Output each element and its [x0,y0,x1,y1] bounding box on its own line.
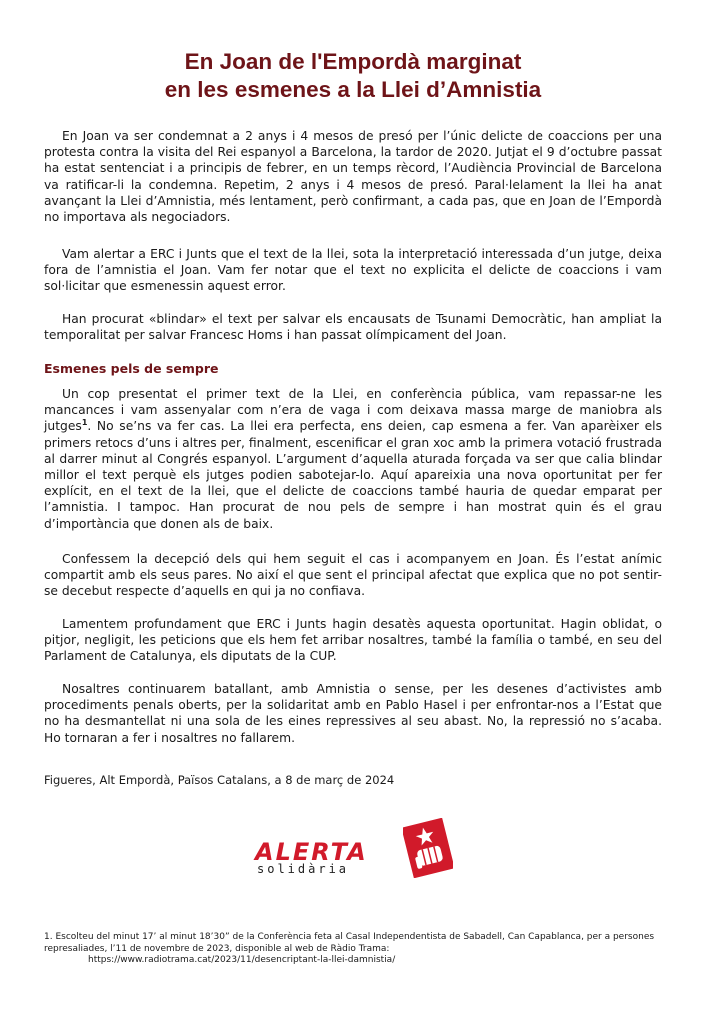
logo-subtitle: solidària [257,862,350,876]
fist-star-icon [403,818,453,878]
logo-word: ALERTA [255,838,368,866]
paragraph-7: Nosaltres continuarem batallant, amb Amnistia o sense, per les desenes d’activistes amb procediments penals oberts, per la solidaritat amb en Pablo Hasel i per enfrontar-nos a l’Estat que no ha desmantellat ni una sola de les eines repressives al seu abast. No, la repressió no s’acaba. Ho tornaran a fer i nosaltres no fallarem. [44,682,662,745]
footnote-text: 1. Escolteu del minut 17’ al minut 18’30” de la Conferència feta al Casal Independentista de Sabadell, Can Capablanca, per a persones represaliades, l’11 de novembre de 2023, disponible al web de Ràdio Trama: [44,932,655,954]
paragraph-6: Lamentem profundament que ERC i Junts hagin desatès aquesta oportunitat. Hagin oblidat, o pitjor, negligit, les peticions que els hem fet arribar nosaltres, també la família o també, en seu del Parlament de Catalunya, els diputats de la CUP. [44,617,662,664]
alerta-solidaria-logo [253,816,453,882]
paragraph-3: Han procurat «blindar» el text per salvar els encausats de Tsunami Democràtic, han ampliat la temporalitat per salvar Francesc Homs i han passat olímpicament del Joan. [44,312,662,343]
footnote [44,932,664,967]
paragraph-4-part-b: . No se’ns va fer cas. La llei era perfecta, ens deien, cap esmena a fer. Van aparèixer els primers retocs d’uns i altres per, finalment, escenificar el gran xoc amb la primera votació frustrada al darrer minut al Congrés espanyol. L’argument d’aquella aturada forçada va ser que calia blindar millor el text perquè els jutges podien sabotejar-lo. Aquí apareixia una nova oportunitat per fer explícit, en el text de la llei, que el delicte de coaccions també hauria de quedar emparat per l’amnistia. I tampoc. Han procurat de nou pels de sempre i han mostrat quin és el grau d’importància que donen als de baix. [44,419,662,531]
paragraph-1: En Joan va ser condemnat a 2 anys i 4 mesos de presó per l’únic delicte de coaccions per una protesta contra la visita del Rei espanyol a Barcelona, la tardor de 2020. Jutjat el 9 d’octubre passat ha estat sentenciat i a principis de febrer, en un temps rècord, l’Audiència Provincial de Barcelona va ratificar-li la condemna. Repetim, 2 anys i 4 mesos de presó. Paral·lelament la llei ha anat avançant la Llei d’Amnistia, més lentament, però confirmant, a cada pas, que en Joan de l’Empordà no importava als negociadors. [44,129,662,225]
paragraph-4 [44,386,662,532]
section-heading: Esmenes pels de sempre [44,361,219,376]
title-line-1: En Joan de l'Empordà marginat [184,49,522,74]
title-line-2: en les esmenes a la Llei d’Amnistia [164,77,542,102]
paragraph-4-part-a: Un cop presentat el primer text de la Llei, en conferència pública, vam repassar-ne les mancances i vam assenyalar com n’era de vaga i com deixava massa marge de maniobra als jutges [44,387,662,434]
footnote-url[interactable]: https://www.radiotrama.cat/2023/11/desencriptant-la-llei-damnistia/ [88,955,396,966]
page-title [40,48,666,104]
signature-line: Figueres, Alt Empordà, Països Catalans, a 8 de març de 2024 [44,773,395,787]
footnote-reference: 1 [81,418,88,428]
paragraph-2: Vam alertar a ERC i Junts que el text de la llei, sota la interpretació interessada d’un jutge, deixa fora de l’amnistia el Joan. Vam fer notar que el text no explicita el delicte de coaccions i vam sol·licitar que esmenessin aquest error. [44,247,662,294]
paragraph-5: Confessem la decepció dels qui hem seguit el cas i acompanyem en Joan. És l’estat anímic compartit amb els seus pares. No així el que sent el principal afectat que explica que no pot sentir-se decebut respecte d’aquells en qui ja no confiava. [44,552,662,599]
